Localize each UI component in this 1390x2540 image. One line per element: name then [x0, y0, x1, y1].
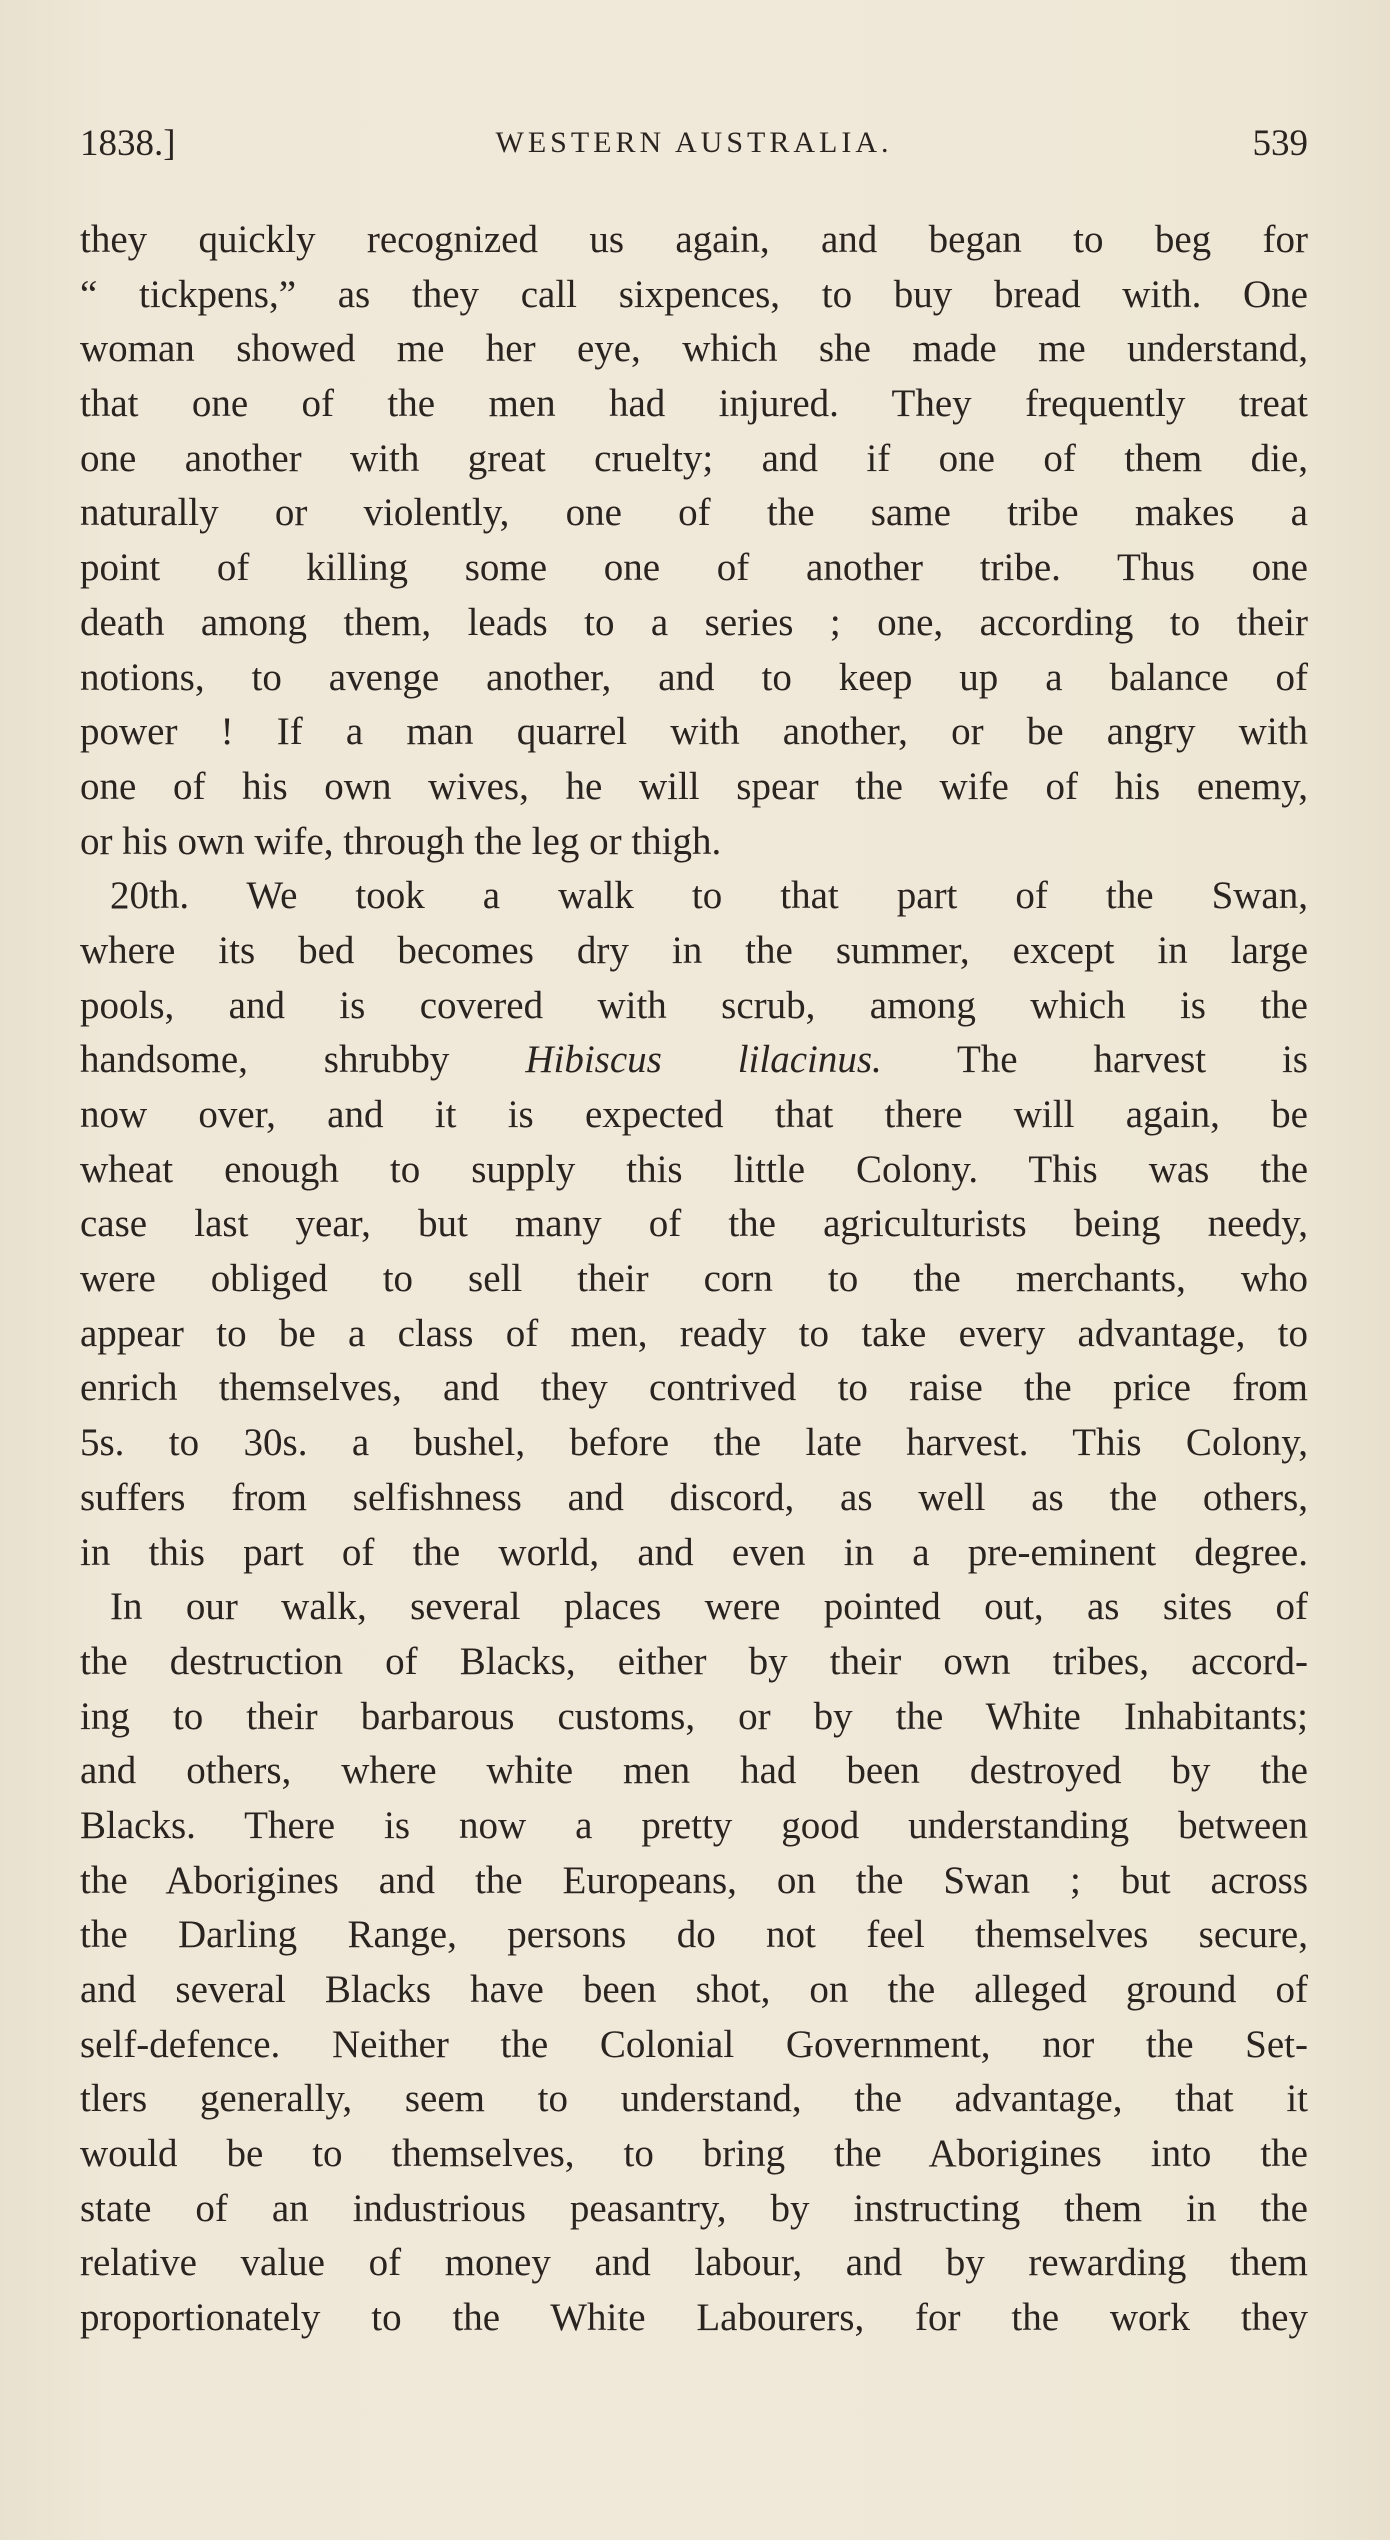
text-line: notions, to avenge another, and to keep up a balance of — [80, 655, 1308, 699]
text-line: they quickly recognized us again, and began to beg for — [80, 218, 1308, 261]
text-line: one another with great cruelty; and if one of them die, — [80, 436, 1308, 480]
species-name-italic: Hibiscus lilacinus. — [525, 1038, 882, 1082]
text-line: power ! If a man quarrel with another, or be angry with — [80, 710, 1308, 754]
body-text — [80, 213, 1308, 2346]
text-line: naturally or violently, one of the same tribe makes a — [80, 491, 1308, 535]
text-segment: The harvest is — [881, 1038, 1308, 1082]
text-line: enrich themselves, and they contrived to raise the price from — [80, 1366, 1308, 1410]
text-line: now over, and it is expected that there will again, be — [80, 1093, 1308, 1136]
header-year: 1838.] — [80, 123, 176, 164]
paragraph-start-line: 20th. We took a walk to that part of the Swan, — [110, 874, 1308, 918]
text-line: would be to themselves, to bring the Aborigines into the — [80, 2132, 1308, 2176]
text-line: Blacks. There is now a pretty good understanding between — [80, 1803, 1308, 1847]
text-line: ing to their barbarous customs, or by the White Inhabitants; — [80, 1694, 1308, 1738]
paragraph-end-line: or his own wife, through the leg or thigh. — [80, 819, 722, 863]
text-line: proportionately to the White Labourers, for the work they — [80, 2296, 1308, 2340]
text-line: were obliged to sell their corn to the merchants, who — [80, 1257, 1308, 1301]
page-number: 539 — [1252, 123, 1308, 164]
text-line: and several Blacks have been shot, on the alleged ground of — [80, 1968, 1308, 2011]
text-line: in this part of the world, and even in a pre-eminent degree. — [80, 1530, 1308, 1574]
text-line: wheat enough to supply this little Colony. This was the — [80, 1147, 1308, 1191]
text-line: “ tickpens,” as they call sixpences, to buy bread with. One — [80, 272, 1308, 316]
text-line: the Darling Range, persons do not feel themselves secure, — [80, 1913, 1308, 1957]
text-line: that one of the men had injured. They frequently treat — [80, 382, 1308, 426]
text-line: one of his own wives, he will spear the wife of his enemy, — [80, 764, 1308, 808]
text-line: self-defence. Neither the Colonial Government, nor the Set- — [80, 2022, 1308, 2066]
text-line: suffers from selfishness and discord, as well as the others, — [80, 1475, 1308, 1519]
text-line-with-italic — [80, 1033, 1308, 1088]
text-line: case last year, but many of the agriculturists being needy, — [80, 1202, 1308, 1246]
text-line: death among them, leads to a series ; one, according to their — [80, 600, 1308, 644]
header-title: WESTERN AUSTRALIA. — [495, 126, 893, 159]
text-line: state of an industrious peasantry, by instructing them in the — [80, 2186, 1308, 2230]
text-line: appear to be a class of men, ready to take every advantage, to — [80, 1311, 1308, 1355]
text-line: the Aborigines and the Europeans, on the Swan ; but across — [80, 1858, 1308, 1902]
text-line: and others, where white men had been destroyed by the — [80, 1749, 1308, 1793]
text-segment: handsome, shrubby — [80, 1038, 526, 1082]
text-line: relative value of money and labour, and by rewarding them — [80, 2241, 1308, 2285]
text-line: point of killing some one of another tribe. Thus one — [80, 546, 1308, 590]
text-line: woman showed me her eye, which she made me understand, — [80, 327, 1308, 371]
text-line: tlers generally, seem to understand, the advantage, that it — [80, 2077, 1308, 2121]
text-line: 5s. to 30s. a bushel, before the late harvest. This Colony, — [80, 1421, 1308, 1465]
paragraph-start-line: In our walk, several places were pointed out, as sites of — [110, 1585, 1308, 1629]
text-line: where its bed becomes dry in the summer, except in large — [80, 928, 1308, 972]
text-line: pools, and is covered with scrub, among which is the — [80, 983, 1308, 1027]
text-line: the destruction of Blacks, either by their own tribes, accord- — [80, 1639, 1308, 1683]
running-header — [80, 122, 1308, 172]
